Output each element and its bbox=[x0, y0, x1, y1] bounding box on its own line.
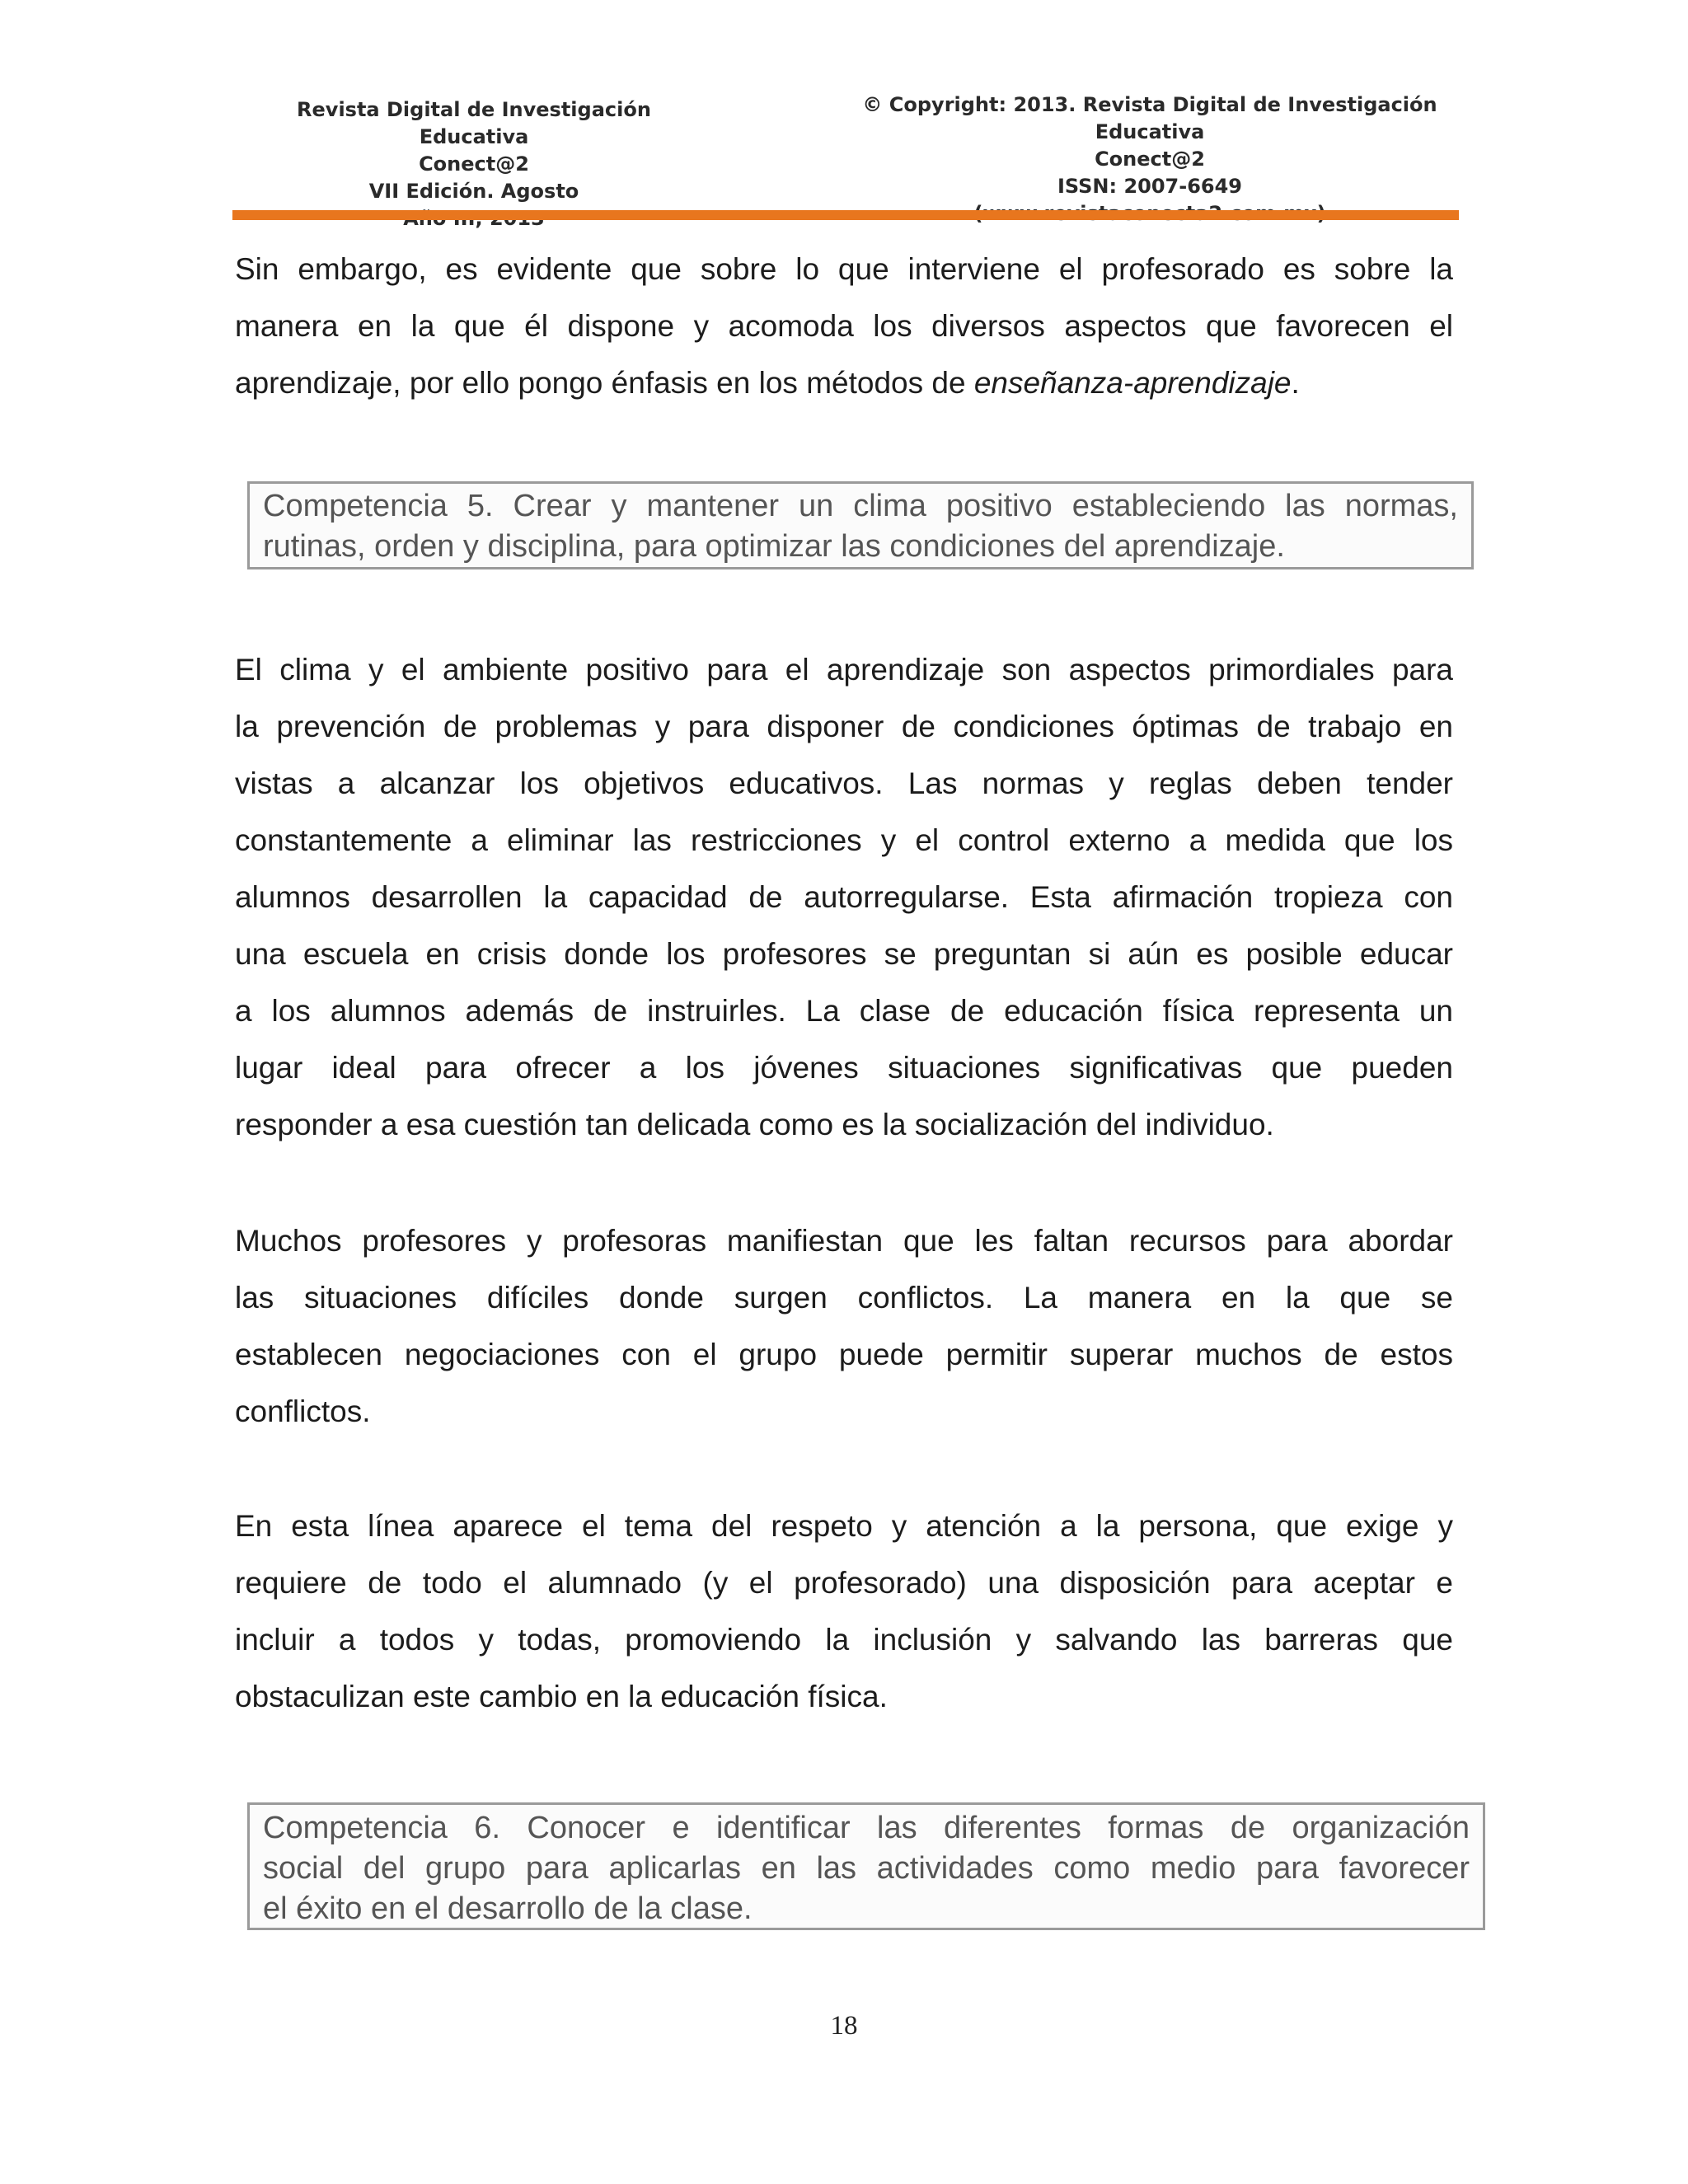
competencia-line: rutinas, orden y disciplina, para optimizar las condiciones del aprendizaje. bbox=[263, 529, 1285, 564]
edition-label: VII Edición. Agosto bbox=[368, 180, 579, 203]
text-run: aprendizaje, por ello pongo énfasis en los métodos de bbox=[235, 366, 974, 400]
paragraph-line: vistas a alcanzar los objetivos educativos. Las normas y reglas deben tender bbox=[235, 766, 1453, 800]
competencia-line: Competencia 6. Conocer e identificar las diferentes formas de organización bbox=[263, 1811, 1470, 1845]
paragraph-2 bbox=[235, 641, 1453, 1153]
journal-title: Revista Digital de Investigación Educativa bbox=[297, 98, 651, 148]
competencia-line: Competencia 5. Crear y mantener un clima positivo estableciendo las normas, bbox=[263, 489, 1458, 523]
paragraph-line: El clima y el ambiente positivo para el aprendizaje son aspectos primordiales para bbox=[235, 653, 1453, 687]
page-number: 18 bbox=[830, 2011, 858, 2041]
paragraph-line: las situaciones difíciles donde surgen conflictos. La manera en la que se bbox=[235, 1281, 1453, 1315]
competencia-6-box bbox=[247, 1802, 1485, 1930]
paragraph-line: incluir a todos y todas, promoviendo la inclusión y salvando las barreras que bbox=[235, 1623, 1453, 1657]
paragraph-line: En esta línea aparece el tema del respeto y atención a la persona, que exige y bbox=[235, 1509, 1453, 1543]
competencia-line: el éxito en el desarrollo de la clase. bbox=[263, 1891, 753, 1926]
paragraph-line: una escuela en crisis donde los profesores se preguntan si aún es posible educar bbox=[235, 937, 1453, 971]
paragraph-line: Sin embargo, es evidente que sobre lo que interviene el profesorado es sobre la bbox=[235, 252, 1453, 286]
paragraph-3 bbox=[235, 1212, 1453, 1440]
paragraph-line: obstaculizan este cambio en la educación física. bbox=[235, 1680, 888, 1713]
paragraph-4 bbox=[235, 1497, 1453, 1725]
copyright-journal-name: Conect@2 bbox=[1095, 148, 1205, 171]
paragraph-line: a los alumnos además de instruirles. La clase de educación física representa un bbox=[235, 994, 1453, 1028]
paragraph-line: establecen negociaciones con el grupo puede permitir superar muchos de estos bbox=[235, 1338, 1453, 1371]
paragraph-line: conflictos. bbox=[235, 1394, 371, 1428]
competencia-5-box bbox=[247, 481, 1474, 569]
competencia-line: social del grupo para aplicarlas en las actividades como medio para favorecer bbox=[263, 1851, 1470, 1886]
paragraph-line bbox=[235, 354, 1453, 411]
paragraph-line: alumnos desarrollen la capacidad de autorregularse. Esta afirmación tropieza con bbox=[235, 880, 1453, 914]
journal-name: Conect@2 bbox=[419, 152, 529, 176]
journal-header-right bbox=[816, 91, 1484, 227]
paragraph-1 bbox=[235, 241, 1453, 411]
issn-label: ISSN: 2007-6649 bbox=[1057, 175, 1242, 198]
paragraph-line: constantemente a eliminar las restricciones y el control externo a medida que los bbox=[235, 823, 1453, 857]
copyright-line: © Copyright: 2013. Revista Digital de Investigación Educativa bbox=[862, 93, 1437, 143]
header-divider bbox=[232, 210, 1459, 220]
text-run: . bbox=[1291, 366, 1300, 400]
paragraph-line: Muchos profesores y profesoras manifiestan que les faltan recursos para abordar bbox=[235, 1224, 1453, 1258]
paragraph-line: lugar ideal para ofrecer a los jóvenes situaciones significativas que pueden bbox=[235, 1051, 1453, 1085]
paragraph-line: la prevención de problemas y para disponer de condiciones óptimas de trabajo en bbox=[235, 710, 1453, 743]
emphasis-text: enseñanza-aprendizaje bbox=[973, 366, 1292, 400]
paragraph-line: requiere de todo el alumnado (y el profesorado) una disposición para aceptar e bbox=[235, 1566, 1453, 1600]
paragraph-line: responder a esa cuestión tan delicada como es la socialización del individuo. bbox=[235, 1108, 1274, 1141]
paragraph-line: manera en la que él dispone y acomoda los diversos aspectos que favorecen el bbox=[235, 309, 1453, 343]
